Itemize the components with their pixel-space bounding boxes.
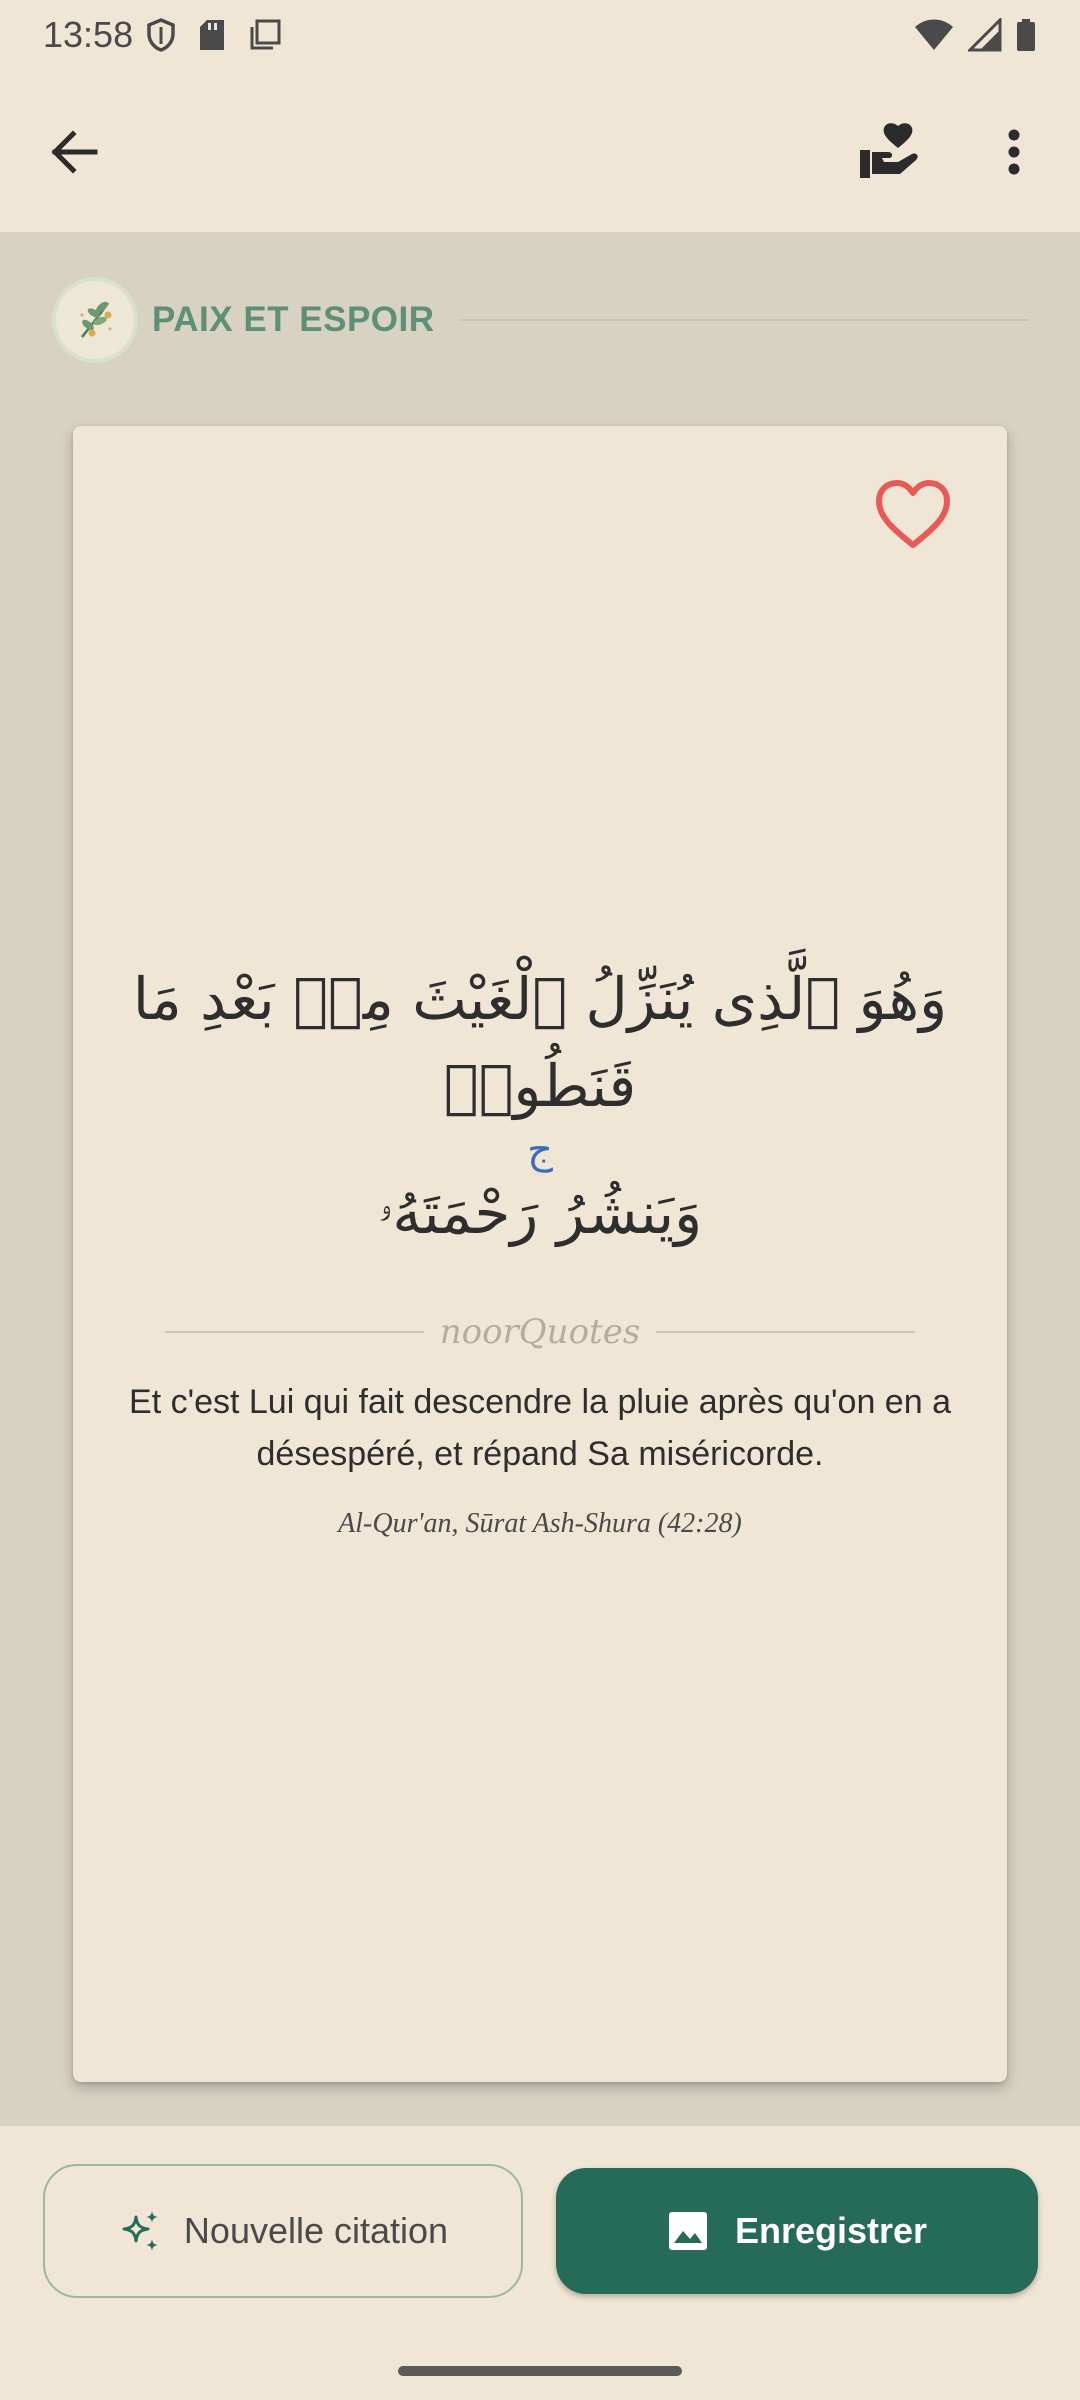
category-logo <box>52 277 138 363</box>
app-bar <box>0 72 1080 232</box>
arabic-verse-line-2: وَيَنشُرُ رَحْمَتَهُۥ <box>377 1179 703 1247</box>
favorite-button[interactable] <box>869 474 957 556</box>
save-label: Enregistrer <box>734 2210 928 2251</box>
quote-card[interactable] <box>73 426 1007 2082</box>
new-quote-button[interactable] <box>43 2164 523 2298</box>
category-title: PAIX ET ESPOIR <box>152 300 435 339</box>
waqf-mark: ج <box>527 1127 553 1173</box>
hand-heart-icon <box>858 122 920 180</box>
status-bar <box>0 0 1080 72</box>
save-button[interactable] <box>556 2168 1038 2294</box>
arabic-verse <box>103 956 977 1257</box>
more-options-button[interactable] <box>990 114 1038 190</box>
wifi-icon <box>914 18 954 52</box>
sd-card-icon <box>198 18 226 52</box>
copy-icon <box>248 18 282 52</box>
arrow-back-icon <box>49 130 99 174</box>
shield-icon <box>146 18 176 52</box>
quote-translation: Et c'est Lui qui fait descendre la pluie après qu'on en a désespéré, et répand Sa miséricorde. <box>129 1383 951 1473</box>
donate-button[interactable] <box>846 108 932 194</box>
status-time: 13:58 <box>43 14 134 55</box>
sparkles-icon <box>118 2209 162 2253</box>
category-header <box>52 274 1028 366</box>
new-quote-label: Nouvelle citation <box>183 2210 449 2251</box>
bottom-action-bar <box>0 2126 1080 2400</box>
more-vert-icon <box>1008 129 1020 175</box>
image-icon <box>667 2210 709 2252</box>
content-area <box>0 232 1080 2126</box>
quote-reference: Al-Qur'an, Sūrat Ash-Shura (42:28) <box>338 1508 742 1539</box>
category-divider <box>459 319 1028 321</box>
back-button[interactable] <box>36 114 112 190</box>
signal-icon <box>968 18 1002 52</box>
olive-branch-icon <box>68 293 122 347</box>
heart-outline-icon <box>873 479 953 551</box>
brand-divider <box>165 1302 915 1362</box>
arabic-verse-line-1: وَهُوَ ٱلَّذِى يُنَزِّلُ ٱلْغَيْثَ مِنۢ بَعْدِ مَا قَنَطُوا۟ <box>132 965 948 1120</box>
battery-icon <box>1016 18 1036 52</box>
home-indicator[interactable] <box>398 2366 682 2376</box>
brand-watermark: noorQuotes <box>439 1312 641 1352</box>
